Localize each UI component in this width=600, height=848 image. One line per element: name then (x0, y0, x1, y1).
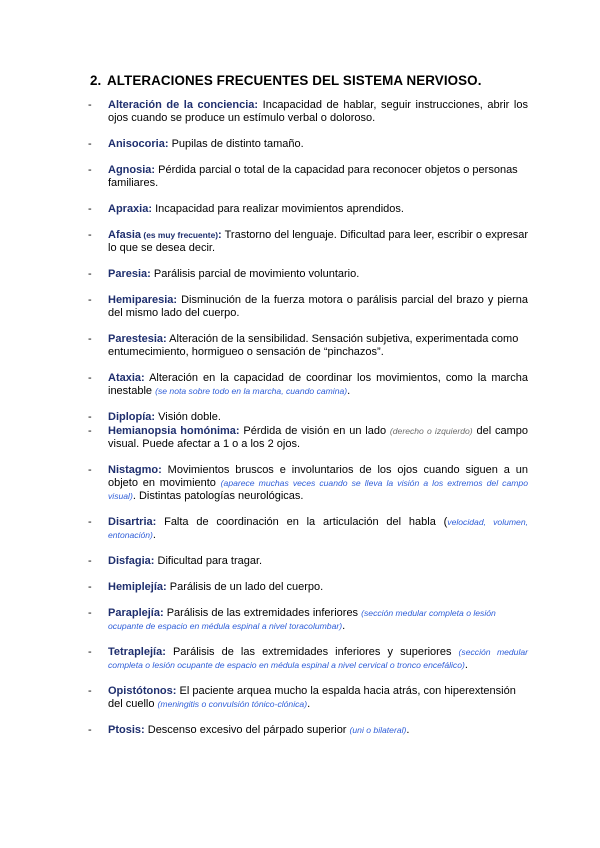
clinical-note: (sección medular completa o lesión ocupante de espacio en médula espinal a nivel toracolumbar) (108, 608, 496, 631)
definition-text: Descenso excesivo del párpado superior (144, 724, 350, 736)
definition-text: Falta de coordinación en la articulación del habla ( (156, 516, 448, 528)
list-item-tetraplejia (88, 646, 528, 672)
definition-text: Dificultad para tragar. (154, 555, 263, 567)
list-bullet: - (88, 464, 92, 476)
term-label: Disfagia: (108, 555, 155, 567)
definition-tail: . Distintas patologías neurológicas. (132, 490, 304, 502)
list-item-alteracion-conciencia (88, 99, 528, 125)
list-bullet: - (88, 411, 92, 423)
term-label: Diplopía: (108, 411, 156, 423)
definition-tail: . (307, 698, 311, 710)
term-label: Opistótonos: (108, 685, 177, 697)
section-number: 2. (90, 73, 102, 88)
list-item-diplopia (88, 411, 528, 424)
list-item-paresia (88, 268, 528, 281)
definition-tail: . (464, 659, 468, 671)
definition-text: Incapacidad para realizar movimientos aprendidos. (152, 203, 404, 215)
list-bullet: - (88, 268, 92, 280)
clinical-note: (se nota sobre todo en la marcha, cuando camina) (155, 386, 348, 396)
list-bullet: - (88, 229, 92, 241)
definition-text: Visión doble. (155, 411, 221, 423)
list-bullet: - (88, 99, 92, 111)
term-label: Afasia (108, 229, 142, 241)
term-label: Hemiplejía: (108, 581, 167, 593)
term-label: Hemiparesia: (108, 294, 178, 306)
list-bullet: - (88, 333, 92, 345)
term-label: Anisocoria: (108, 138, 169, 150)
list-bullet: - (88, 425, 92, 437)
list-item-disartria (88, 516, 528, 542)
term-colon: : (218, 229, 222, 241)
term-label: Nistagmo: (108, 464, 162, 476)
term-note: (es muy frecuente) (141, 230, 219, 240)
term-label: Alteración de la conciencia: (108, 99, 259, 111)
clinical-note: (meningitis o convulsión tónico-clónica) (157, 699, 308, 709)
term-label: Disartria: (108, 516, 157, 528)
list-item-nistagmo (88, 464, 528, 503)
definition-text: Pupilas de distinto tamaño. (168, 138, 304, 150)
list-item-agnosia (88, 164, 528, 190)
list-item-apraxia (88, 203, 528, 216)
list-item-hemiparesia (88, 294, 528, 320)
list-item-anisocoria (88, 138, 528, 151)
term-label: Apraxia: (108, 203, 153, 215)
list-item-ptosis (88, 724, 528, 737)
list-bullet: - (88, 294, 92, 306)
alterations-list (88, 99, 528, 750)
term-label: Tetraplejía: (108, 646, 166, 658)
list-item-hemiplejia (88, 581, 528, 594)
term-label: Paraplejía: (108, 607, 164, 619)
list-item-paraplejia (88, 607, 528, 633)
clinical-note: velocidad, volumen, entonación) (108, 517, 528, 540)
term-label: Ptosis: (108, 724, 145, 736)
clinical-note: (uni o bilateral) (349, 725, 407, 735)
section-heading (90, 73, 530, 88)
term-label: Parestesia: (108, 333, 167, 345)
clinical-note: (derecho o izquierdo) (389, 426, 473, 436)
list-bullet: - (88, 607, 92, 619)
list-bullet: - (88, 516, 92, 528)
list-bullet: - (88, 646, 92, 658)
clinical-note: (aparece muchas veces cuando se lleva la visión a los extremos del campo visual) (108, 478, 528, 501)
list-bullet: - (88, 724, 92, 736)
term-label: Agnosia: (108, 164, 156, 176)
clinical-note: (sección medular completa o lesión ocupante de espacio en médula espinal a nivel cervical o tronco encefálico) (108, 647, 528, 670)
definition-text: Alteración de la sensibilidad. Sensación subjetiva, experimentada como entumecimiento, hormigueo o sensación de “pinchazos”. (108, 333, 519, 358)
definition-text: Incapacidad de hablar, seguir instrucciones, abrir los ojos cuando se produce un estímulo verbal o doloroso. (108, 99, 528, 124)
definition-text: Parálisis de las extremidades inferiores (163, 607, 362, 619)
list-bullet: - (88, 555, 92, 567)
definition-tail: del campo visual. Puede afectar a 1 o a los 2 ojos. (108, 425, 529, 450)
list-bullet: - (88, 685, 92, 697)
definition-text: Parálisis parcial de movimiento voluntario. (150, 268, 360, 280)
definition-text: Parálisis de las extremidades inferiores y superiores (165, 646, 459, 658)
list-item-afasia (88, 229, 528, 255)
list-bullet: - (88, 203, 92, 215)
definition-text: El paciente arquea mucho la espalda hacia atrás, con hiperextensión del cuello (108, 685, 516, 710)
definition-text: Parálisis de un lado del cuerpo. (166, 581, 324, 593)
definition-tail: . (342, 620, 346, 632)
list-bullet: - (88, 372, 92, 384)
definition-text: Alteración en la capacidad de coordinar los movimientos, como la marcha inestable (108, 372, 528, 397)
list-bullet: - (88, 164, 92, 176)
definition-text: Pérdida parcial o total de la capacidad para reconocer objetos o personas familiares. (108, 164, 518, 189)
definition-tail: . (347, 385, 351, 397)
list-bullet: - (88, 138, 92, 150)
definition-text: Trastorno del lenguaje. Dificultad para leer, escribir o expresar lo que se desea decir. (108, 229, 529, 254)
term-label: Hemianopsia homónima: (108, 425, 240, 437)
definition-tail: . (406, 724, 410, 736)
term-label: Ataxia: (108, 372, 145, 384)
definition-tail: . (152, 529, 156, 541)
term-label: Paresia: (108, 268, 151, 280)
list-item-parestesia (88, 333, 528, 359)
list-item-hemianopsia (88, 425, 528, 451)
definition-text: Pérdida de visión en un lado (239, 425, 390, 437)
list-item-ataxia (88, 372, 528, 398)
definition-text: Disminución de la fuerza motora o parálisis parcial del brazo y pierna del mismo lado del cuerpo. (108, 294, 528, 319)
definition-text: Movimientos bruscos e involuntarios de los ojos cuando siguen a un objeto en movimiento (108, 464, 528, 489)
list-item-opistotonos (88, 685, 528, 711)
section-title: ALTERACIONES FRECUENTES DEL SISTEMA NERVIOSO. (107, 73, 482, 88)
list-bullet: - (88, 581, 92, 593)
list-item-disfagia (88, 555, 528, 568)
